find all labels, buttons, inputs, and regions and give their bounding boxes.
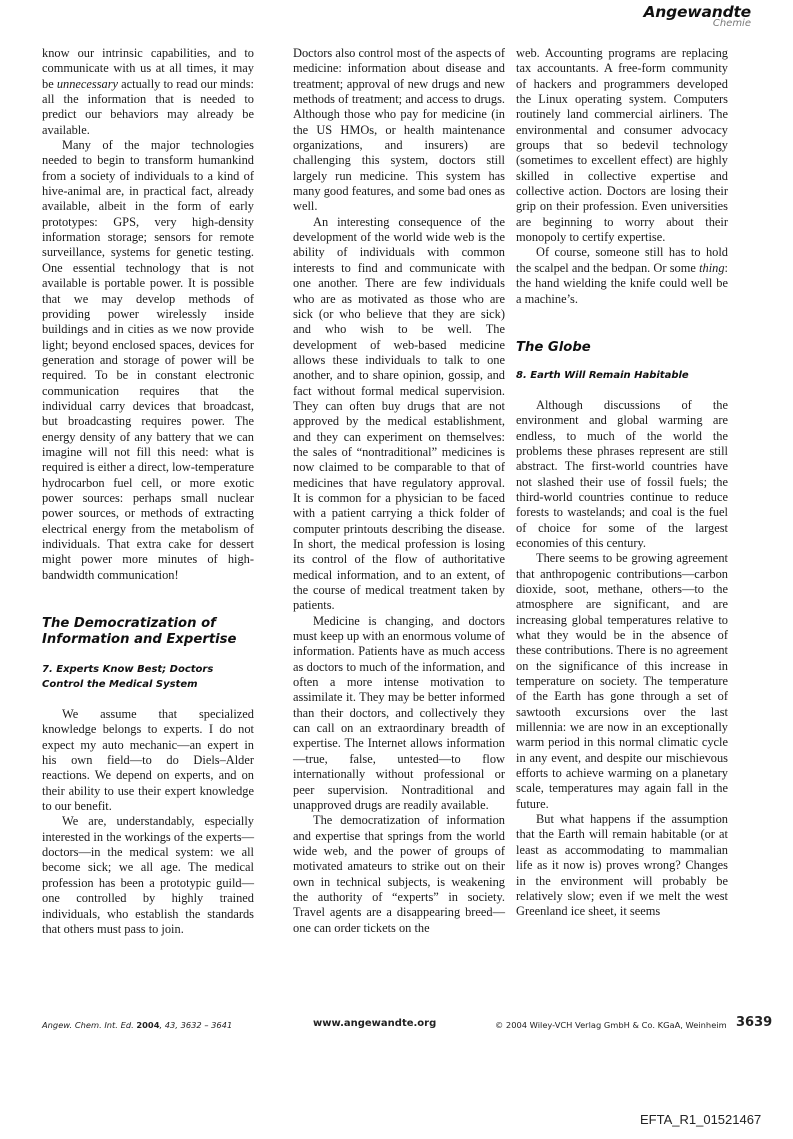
text-run: : the hand wielding the knife could well be a machine’s. — [516, 260, 728, 306]
column-right — [516, 46, 728, 920]
paragraph: web. Accounting programs are replacing tax accountants. A free-form community of hackers and programmers developed the Linux operating system. Computers routinely land commercial airliners. The environmental and consumer advocacy groups that so bedevil technology (sometimes to excellent effect) are highly skilled in collective expertise and collective action. Doctors are losing their grip on their profession. Even universities are beginning to worry about their monopoly to certify expertise. — [516, 46, 728, 245]
journal-name: Angewandte — [643, 3, 751, 21]
journal-subname: Chemie — [712, 18, 751, 29]
paragraph: We are, understandably, especially interested in the workings of the experts—doctors—in the medical system: we all become sick; we all age. The medical profession has been a prototypic guild—one controlled by highly trained individuals, who establish the standards that others must pass to join. — [42, 814, 254, 936]
citation-volume-pages: , 43, 3632 – 3641 — [159, 1020, 233, 1030]
paragraph: We assume that specialized knowledge belongs to experts. I do not expect my auto mechanic—an expert in his own field—to do Diels–Alder reactions. We depend on experts, and on their ability to use their expert knowledge to our benefit. — [42, 707, 254, 814]
citation-year: 2004 — [136, 1020, 160, 1030]
paragraph: Although discussions of the environment and global warming are endless, to much of the world the problems these phrases represent are still abstract. The first-world countries have not slashed their use of fossil fuels; the third-world countries continue to reduce forests to wastelands; and coal is the fuel of choice for some of the largest economies of this century. — [516, 397, 728, 550]
journal-logo — [644, 4, 751, 29]
text-run: Of course, someone still has to hold the scalpel and the bedpan. Or some — [516, 245, 728, 275]
paragraph: There seems to be growing agreement that anthropogenic contributions—carbon dioxide, soot, methane, others—to the atmosphere are significant, and are increasing global temperatures relative to what they would be in the absence of these contributions. There is no agreement on the significance of this increase in temperature on society. The temperature of the Earth has gone through a set of sawtooth excursions over the last millennia: we are now in an exceptionally warm period in this normal climatic cycle in any event, and despite our mischievous efforts to achieve warming on a planetary scale, temperatures may again fall in the future. — [516, 551, 728, 811]
column-left — [42, 46, 254, 937]
paragraph — [516, 245, 728, 306]
paragraph: Many of the major technologies needed to begin to transform humankind from a society of individuals to a kind of hive-animal are, in practical fact, already available, albeit in the form of early prototypes: GPS, very high-density information storage; sensors for remote surveillance, systems for genetic testing. One essential technology that is not available is portable power. It is possible that we may develop methods of providing power wirelessly inside buildings and in cities as we now provide light; beyond enclosed spaces, devices for generation and storage of power will be required. To be in constant electronic communication requires that the individual carry devices that broadcast, but broadcasting requires power. The energy density of any battery that we can imagine will not fill this need: what is required is either a direct, low-temperature hydrocarbon fuel cell, or more exotic power sources: perhaps small nuclear power sources, or methods of extracting electrical energy from the metabolism of individuals. That extra cake for dessert might power more minutes of high-bandwidth communication! — [42, 138, 254, 582]
subsection-heading: 8. Earth Will Remain Habitable — [516, 369, 689, 381]
page-number: 3639 — [736, 1015, 773, 1030]
footer-citation — [42, 1020, 232, 1030]
citation-journal: Angew. Chem. Int. Ed. — [42, 1020, 137, 1030]
text-run: know our intrinsic capabilities, and to communicate with us at all times, it may be — [42, 46, 254, 91]
paragraph: But what happens if the assumption that the Earth will remain habitable (or at least as accommodating to mammalian life as it now is) proves wrong? Changes in the environment will probably be relatively slow; even if we melt the west Greenland ice sheet, it seems — [516, 812, 728, 919]
paragraph: The democratization of information and expertise that springs from the world wide web, and the power of groups of motivated amateurs to strike out on their own in technical subjects, is weakening the authority of “experts” in society. Travel agents are a disappearing breed—one can order tickets on the — [293, 813, 505, 935]
subsection-heading: 7. Experts Know Best; Doctors Control the Medical System — [42, 664, 214, 691]
document-id-stamp: EFTA_R1_01521467 — [640, 1112, 762, 1127]
paragraph: Medicine is changing, and doctors must keep up with an enormous volume of information. Patients have as much access as doctors to much of the information, and often a more intense motivation to assimilate it. They may be better informed than their doctors, and collectively they can call on an extraordinary breadth of expertise. The Internet allows information—true, false, untested—to flow internationally without professional or peer supervision. Nontraditional and unapproved drugs are readily available. — [293, 613, 505, 812]
section-heading: The Globe — [516, 339, 591, 355]
footer-website-link[interactable]: www.angewandte.org — [313, 1018, 437, 1029]
emphasis-text: thing — [699, 260, 725, 275]
section-heading: The Democratization of Information and Expertise — [42, 616, 237, 648]
paragraph — [42, 46, 254, 138]
paragraph: Doctors also control most of the aspects of medicine: information about disease and treatment; approval of new drugs and new methods of treatment; and access to drugs. Although those who pay for medicine (in the US HMOs, or health maintenance organizations, and insurers) are challenging this system, doctors still largely run medicine. This system has many good features, and some bad ones as well. — [293, 46, 505, 214]
emphasis-text: unnecessary — [56, 76, 119, 91]
column-middle — [293, 46, 505, 936]
text-run: actually to read our minds: all the information that is needed to predict our behaviors may already be available. — [42, 76, 255, 137]
paragraph: An interesting consequence of the development of the world wide web is the ability of individuals with common interests to find and communicate with one another. There are few individuals who are as motivated as those who are sick (or who believe that they are sick) and who wish to be well. The development of web-based medicine allows these individuals to talk to one another, and to share opinion, gossip, and fact without formal medical supervision. They can often buy drugs that are not approved by the medical establishment, and they can experiment on themselves: the sales of “nontraditional” medicines is now claimed to be comparable to that of medicines that have regulatory approval. It is common for a physician to be faced with a patient carrying a thick folder of computer printouts describing the disease. In short, the medical profession is losing its control of the flow of authoritative medical information, and to an extent, of the course of medical treatment taken by patients. — [293, 214, 505, 613]
footer-copyright: © 2004 Wiley-VCH Verlag GmbH & Co. KGaA, Weinheim — [495, 1020, 727, 1030]
